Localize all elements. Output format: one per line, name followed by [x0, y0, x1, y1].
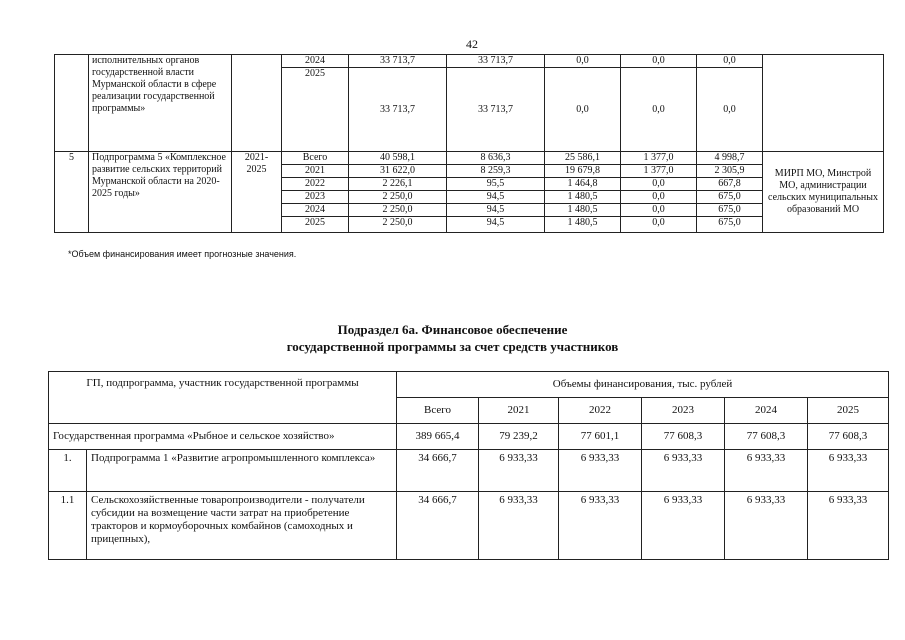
- column-header: 2025: [808, 398, 889, 424]
- table-row: 2025 2 250,0 94,5 1 480,5 0,0 675,0: [55, 217, 884, 233]
- header-left: ГП, подпрограмма, участник государственной программы: [49, 372, 397, 424]
- table-header-row: [49, 372, 889, 398]
- header-right: Объемы финансирования, тыс. рублей: [397, 372, 889, 398]
- page-number: 42: [466, 37, 478, 51]
- column-header: 2023: [642, 398, 725, 424]
- table-row: 1.1 Сельскохозяйственные товаропроизводители - получатели субсидии на возмещение части затрат на приобретение тракторов и кормоуборочных комбайнов (самоходных и прицепных), 34 666,7 6 933,33 6 933,33 6 933,33 6 933,33 6 933,33: [49, 492, 889, 560]
- funding-table-continued: [54, 54, 884, 233]
- row-number: 5: [55, 152, 89, 233]
- column-header: 2022: [559, 398, 642, 424]
- participants-funding-table: [48, 371, 889, 560]
- table-row: 2021 31 622,0 8 259,3 19 679,8 1 377,0 2 305,9: [55, 165, 884, 178]
- table-row: Государственная программа «Рыбное и сельское хозяйство» 389 665,4 79 239,2 77 601,1 77 608,3 77 608,3 77 608,3: [49, 424, 889, 450]
- table-row: 2025 33 713,7 33 713,7 0,0 0,0 0,0: [55, 68, 884, 152]
- table-row: 1. Подпрограмма 1 «Развитие агропромышленного комплекса» 34 666,7 6 933,33 6 933,33 6 933,33 6 933,33 6 933,33: [49, 450, 889, 492]
- footnote: *Объем финансирования имеет прогнозные значения.: [68, 249, 297, 259]
- column-header: 2021: [479, 398, 559, 424]
- row-number: 1.1: [49, 492, 87, 560]
- row-name: исполнительных органов государственной власти Мурманской области в сфере реализации государственной программы»: [89, 55, 232, 152]
- table-row: исполнительных органов государственной власти Мурманской области в сфере реализации государственной программы» 2024 33 713,7 33 713,7 0,0 0,0 0,0: [55, 55, 884, 68]
- table-row: 2022 2 226,1 95,5 1 464,8 0,0 667,8: [55, 178, 884, 191]
- row-number: 1.: [49, 450, 87, 492]
- table-row: 2023 2 250,0 94,5 1 480,5 0,0 675,0: [55, 191, 884, 204]
- table-row: 2024 2 250,0 94,5 1 480,5 0,0 675,0: [55, 204, 884, 217]
- column-header: Всего: [397, 398, 479, 424]
- section-title: Подраздел 6а. Финансовое обеспечение: [337, 322, 568, 337]
- column-header: 2024: [725, 398, 808, 424]
- table-row: 5 Подпрограмма 5 «Комплексное развитие сельских территорий Мурманской области на 2020-2025 годы» 2021-2025 Всего 40 598,1 8 636,3 25 586,1 1 377,0 4 998,7 МИРП МО, Минстрой МО, администрации сельских муниципальных образований МО: [55, 152, 884, 165]
- row-period: 2021-2025: [232, 152, 282, 233]
- row-name: Подпрограмма 5 «Комплексное развитие сельских территорий Мурманской области на 2020-2025 годы»: [89, 152, 232, 233]
- row-executor: МИРП МО, Минстрой МО, администрации сельских муниципальных образований МО: [763, 152, 884, 233]
- row-name: Подпрограмма 1 «Развитие агропромышленного комплекса»: [87, 450, 397, 492]
- section-subtitle: государственной программы за счет средств участников: [286, 339, 619, 354]
- gp-name: Государственная программа «Рыбное и сельское хозяйство»: [49, 424, 397, 450]
- row-name: Сельскохозяйственные товаропроизводители - получатели субсидии на возмещение части затрат на приобретение тракторов и кормоуборочных комбайнов (самоходных и прицепных),: [87, 492, 397, 560]
